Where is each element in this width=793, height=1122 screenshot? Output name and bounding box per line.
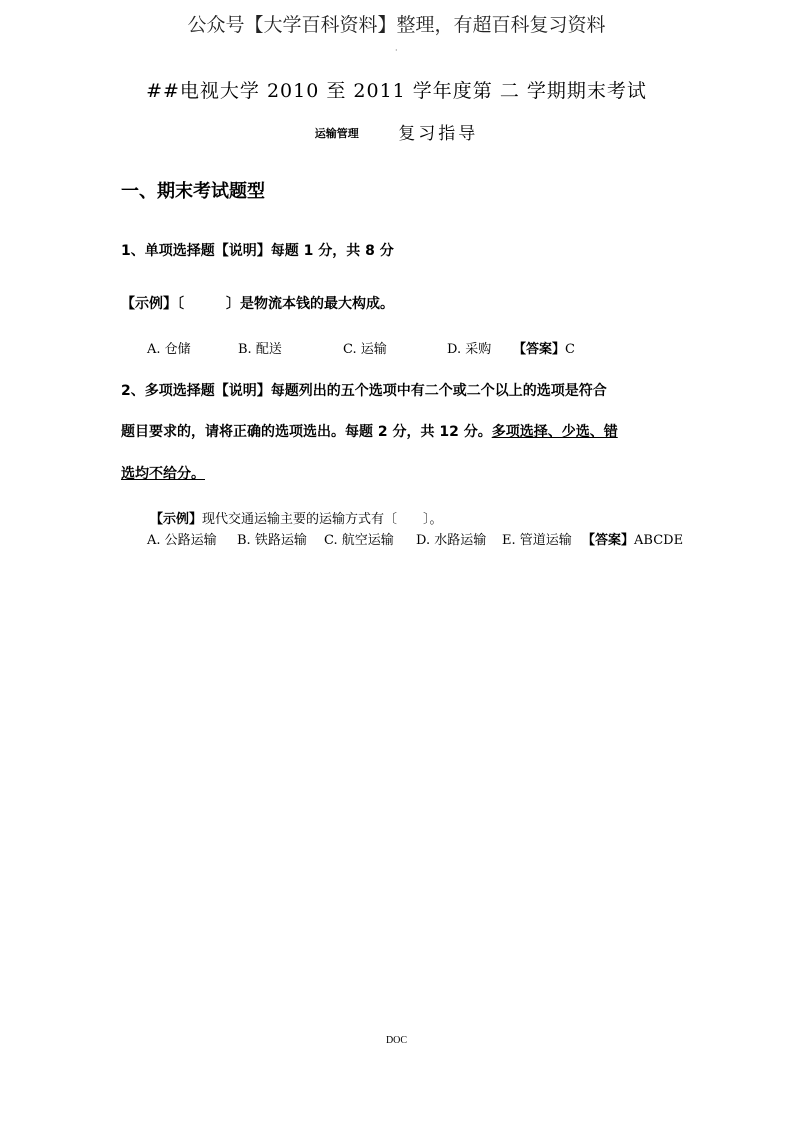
q2-option-a: A. 公路运输 (147, 533, 217, 548)
q2-answer-label: 【答案】 (582, 533, 635, 548)
q1-option-d: D. 采购 (447, 342, 492, 357)
q2-option-e: E. 管道运输 (502, 533, 572, 548)
q2-option-d: D. 水路运输 (416, 533, 487, 548)
q2-description-line2 (121, 421, 618, 441)
q1-options (147, 338, 575, 357)
q1-option-c: C. 运输 (343, 342, 387, 357)
q2-line2-text: 题目要求的，请将正确的选项选出。每题 2 分，共 12 分。 (121, 424, 492, 440)
page-footer: DOC (385, 1035, 408, 1046)
q2-example (150, 508, 443, 527)
q1-answer-label: 【答案】 (513, 342, 566, 357)
watermark-header: 公众号【大学百科资料】整理，有超百科复习资料 (187, 14, 606, 36)
dot-mark: · (395, 46, 398, 55)
q2-example-label: 【示例】 (150, 512, 203, 527)
course-name: 运输管理 (314, 127, 359, 140)
q2-description-line1: 2、多项选择题【说明】每题列出的五个选项中有二个或二个以上的选项是符合 (121, 383, 607, 399)
q1-option-b: B. 配送 (238, 342, 282, 357)
q1-example: 【示例】〔 〕是物流本钱的最大构成。 (121, 296, 394, 312)
q1-answer: C (565, 342, 575, 357)
q1-option-a: A. 仓储 (147, 342, 191, 357)
q2-answer: ABCDE (634, 533, 684, 548)
q2-line2-underlined: 多项选择、少选、错 (491, 424, 618, 440)
q2-options (147, 529, 683, 548)
q2-description-line3: 选均不给分。 (121, 466, 205, 482)
section-heading: 一、期末考试题型 (121, 181, 265, 202)
q2-option-b: B. 铁路运输 (237, 533, 307, 548)
review-guide-label: 复习指导 (398, 124, 479, 144)
q1-description: 1、单项选择题【说明】每题 1 分，共 8 分 (121, 243, 394, 259)
q2-example-text: 现代交通运输主要的运输方式有〔 〕。 (202, 512, 443, 527)
subtitle-row (0, 119, 793, 144)
exam-title: ##电视大学 2010 至 2011 学年度第 二 学期期末考试 (146, 80, 647, 102)
q2-option-c: C. 航空运输 (324, 533, 394, 548)
